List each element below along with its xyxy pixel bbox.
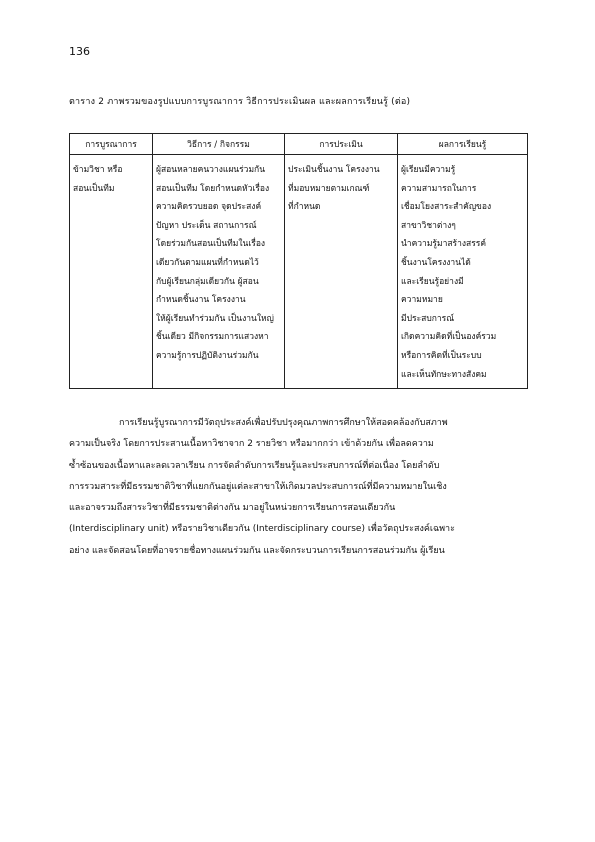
cell-line: ที่มอบหมายตามเกณฑ์ [288, 183, 370, 194]
table-header-row [70, 134, 528, 155]
cell-line: ให้ผู้เรียนทำร่วมกัน เป็นงานใหญ่ [156, 313, 274, 324]
cell-line: โดยร่วมกันสอนเป็นทีมในเรื่อง [156, 239, 266, 250]
cell-outcome [398, 155, 528, 389]
cell-line: ข้ามวิชา หรือ [73, 165, 123, 175]
cell-line: นำความรู้มาสร้างสรรค์ [401, 239, 487, 250]
cell-line: ความรู้การปฏิบัติงานร่วมกัน [156, 350, 259, 361]
cell-line: สาขาวิชาต่างๆ [401, 220, 456, 231]
cell-line: สอนเป็นทีม โดยกำหนดหัวเรื่อง [156, 183, 270, 194]
cell-line: กับผู้เรียนกลุ่มเดียวกัน ผู้สอน [156, 276, 259, 287]
body-paragraph [69, 413, 529, 562]
cell-integration [70, 155, 153, 389]
body-line: ซ้ำซ้อนของเนื้อหาและลดเวลาเรียน การจัดลำดับการเรียนรู้และประสบการณ์ที่ต่อเนื่อง โดยลำดับ [69, 460, 440, 471]
table-caption: ตาราง 2 ภาพรวมของรูปแบบการบูรณาการ วิธีการประเมินผล และผลการเรียนรู้ (ต่อ) [69, 97, 411, 107]
header-method: วิธีการ / กิจกรรม [153, 134, 285, 155]
cell-line: ผู้เรียนมีความรู้ [401, 165, 456, 175]
cell-line: ที่กำหนด [288, 202, 321, 213]
cell-line: เชื่อมโยงสาระสำคัญของ [401, 202, 492, 213]
cell-line: ชิ้นเดียว มีกิจกรรมการแสวงหา [156, 332, 269, 343]
cell-assessment [285, 155, 398, 389]
cell-line: และเรียนรู้อย่างมี [401, 276, 464, 287]
body-line: อย่าง และจัดสอนโดยที่อาจรายชื่อทางแผนร่วมกัน และจัดกระบวนการเรียนการสอนร่วมกัน ผู้เรียน [69, 545, 445, 556]
header-assessment: การประเมิน [285, 134, 398, 155]
table-row [70, 155, 528, 389]
cell-line: ความสามารถในการ [401, 183, 477, 194]
cell-line: หรือการคิดที่เป็นระบบ [401, 350, 482, 361]
cell-line: ความคิดรวบยอด จุดประสงค์ [156, 202, 262, 213]
page-number: 136 [69, 45, 90, 58]
cell-line: ประเมินชิ้นงาน โครงงาน [288, 165, 380, 175]
cell-line: ปัญหา ประเด็น สถานการณ์ [156, 220, 257, 231]
cell-method [153, 155, 285, 389]
cell-line: ความหมาย [401, 295, 443, 306]
body-line: (Interdisciplinary unit) หรือรายวิชาเดียวกัน (Interdisciplinary course) เพื่อวัตถุประสงค์เฉพาะ [69, 524, 455, 535]
integration-summary-table [69, 133, 528, 389]
body-line: การรวมสาระที่มีธรรมชาติวิชาที่แยกกันอยู่แต่ละสาขาให้เกิดมวลประสบการณ์ที่มีความหมายในเชิง [69, 481, 447, 492]
cell-line: เกิดความคิดที่เป็นองค์รวม [401, 332, 497, 343]
cell-line: กำหนดชิ้นงาน โครงงาน [156, 295, 246, 306]
body-line: การเรียนรู้บูรณาการมีวัตถุประสงค์เพื่อปรับปรุงคุณภาพการศึกษาให้สอดคล้องกับสภาพ [119, 418, 448, 428]
body-line: ความเป็นจริง โดยการประสานเนื้อหาวิชาจาก 2 รายวิชา หรือมากกว่า เข้าด้วยกัน เพื่อลดความ [69, 439, 434, 450]
cell-line: ชิ้นงานโครงงานได้ [401, 257, 471, 268]
cell-line: และเห็นทักษะทางสังคม [401, 369, 487, 380]
cell-line: เดียวกันตามแผนที่กำหนดไว้ [156, 257, 259, 268]
header-outcome: ผลการเรียนรู้ [398, 134, 528, 155]
cell-line: ผู้สอนหลายคนวางแผนร่วมกัน [156, 165, 266, 175]
header-integration: การบูรณาการ [70, 134, 153, 155]
cell-line: สอนเป็นทีม [73, 183, 115, 194]
cell-line: มีประสบการณ์ [401, 313, 455, 324]
body-line: และอาจรวมถึงสาระวิชาที่มีธรรมชาติต่างกัน มาอยู่ในหน่วยการเรียนการสอนเดียวกัน [69, 503, 396, 514]
